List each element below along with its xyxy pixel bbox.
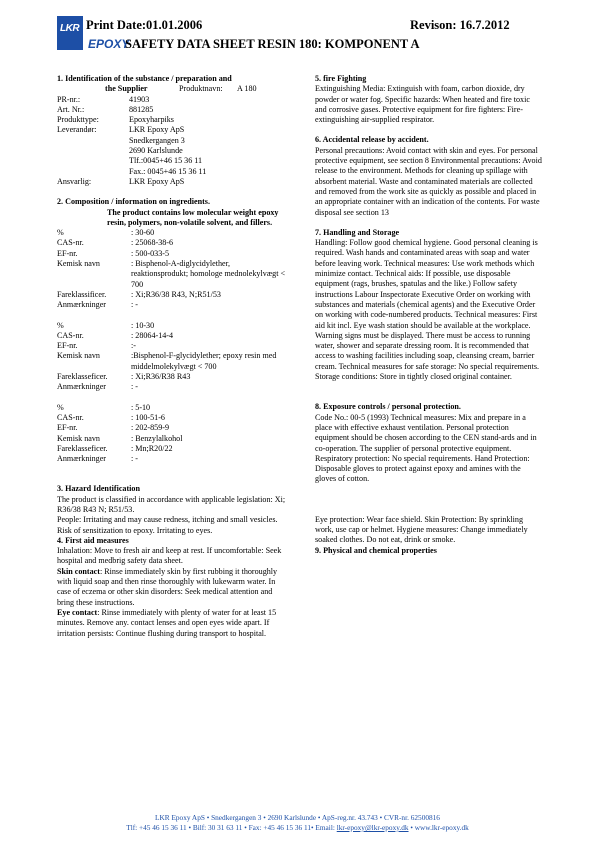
ingredient-row: % : 10-30 [57, 320, 155, 330]
lkr-logo: LKR [57, 16, 83, 50]
s6-heading: 6. Accidental release by accident. [315, 135, 429, 145]
ingredient-row: CAS-nr. : 25068-38-6 [57, 238, 174, 248]
ingredient-row: Anmærkninger : - [57, 382, 138, 392]
s2-subheading: The product contains low molecular weight epoxy resin, polymers, non-volatile solvent, and fillers. [107, 207, 279, 227]
ingredient-group [57, 228, 289, 310]
ingredient-row: EF-nr. : 500-033-5 [57, 248, 169, 258]
s3-heading: 3. Hazard Identification [57, 484, 140, 494]
s1-row: Leverandør: LKR Epoxy ApS [57, 125, 185, 135]
s1-row: Snedkergangen 3 [129, 135, 185, 145]
ingredient-group [57, 403, 289, 465]
ingredient-row: % : 5-10 [57, 402, 151, 412]
footer-contact: Tlf: +45 46 15 36 11 • Bilf: 30 31 63 11 • Fax: +45 46 15 36 11• Email: lkr-epoxy@lkr-epoxy.dk • www.lkr-epoxy.dk [126, 823, 469, 832]
ingredient-row: Fareklassificer. : Xi;R36/38 R43, N;R51/53 [57, 289, 221, 299]
ingredient-row: Fareklasseficer. : Xi;R36/R38 R43 [57, 372, 191, 382]
s7-heading: 7. Handling and Storage [315, 227, 400, 237]
ingredient-row: Anmærkninger : - [57, 300, 138, 310]
ingredient-row: Kemisk navn :Bisphenol-F-glycidylether; epoxy resin med middelmolekylvægt < 700 [57, 351, 277, 371]
ingredient-row: EF-nr. : 202-859-9 [57, 423, 169, 433]
ingredient-row: Kemisk navn : Bisphenol-A-diglycidylether, reaktionsprodukt; homologe mednolekylvægt < 700 [57, 259, 286, 289]
s3-text2: People: Irritating and may cause redness, itching and small vesicles. Risk of sensitization to epoxy. Irritating to eyes. [57, 515, 278, 535]
s1-heading: 1. Identification of the substance / preparation and [57, 74, 232, 83]
print-date: Print Date:01.01.2006 [86, 18, 203, 32]
footer-email-link[interactable]: lkr-epoxy@lkr-epoxy.dk [336, 823, 409, 832]
ingredient-row: CAS-nr. : 100-51-6 [57, 412, 165, 422]
s6-text: Personal precautions: Avoid contact with skin and eyes. For personal protective equipment, see section 8 Environmental precautions: Avoid release to the environment. Methods for cleaning up spillage with absorbent material. Waste and contaminated materials are collected and removed from the work site as quickly as possible and placed in an appropriate container with an indication of the contents. For waste disposal see section 13 [315, 145, 542, 217]
page-title: SAFETY DATA SHEET RESIN 180: KOMPONENT A [125, 37, 420, 51]
s1-row: Ansvarlig: LKR Epoxy ApS [57, 176, 185, 186]
ingredient-row: Anmærkninger : - [57, 454, 138, 464]
s7-text: Handling: Follow good chemical hygiene. Good personal cleaning is required. Wash hands and contaminated areas with soap and water before leaving work. Technical measures: Use work methods which minimize contact. Technical aids: If possible, use disposable equipment (rags, brushes, spatulas and the like.) Follow safety instructions Labour Inspectorate Executive Order on working with substances and materials (chemical agents) and the Executive Order on working with code-numbered products. Technical measures: First aid kit incl. Eye wash station should be available at the workplace. Warning signs must be displayed. There must be access to running water, shower and separate dressing room. It is recommended that access to washing facilities including soap, cleansing cream, barrier cream. Technical measures for safe storage: No special requirements. Storage conditions: Store in tightly closed original container. [315, 238, 540, 382]
ingredient-row: EF-nr. :- [57, 341, 136, 351]
s9-heading: 9. Physical and chemical properties [315, 545, 437, 555]
footer-address: LKR Epoxy ApS • Snedkergangen 3 • 2690 Karlslunde • ApS-reg.nr. 43.743 • CVR-nr. 62500816 [155, 813, 440, 822]
ingredient-row: Kemisk navn : Benzylalkohol [57, 433, 183, 443]
left-column [57, 74, 289, 639]
s1-row: PR-nr.: 41903 [57, 94, 150, 104]
s1-row: Fax.: 0045+46 15 36 11 [129, 166, 207, 176]
right-column [315, 74, 543, 556]
s4-heading: 4. First aid measures [57, 535, 129, 545]
ingredient-row: CAS-nr. : 28064-14-4 [57, 330, 174, 340]
s1-row: 2690 Karlslunde [129, 146, 183, 156]
ingredient-group [57, 321, 289, 393]
s3-text: The product is classified in accordance with applicable legislation: Xi; R36/38 R43 N; R51/53. [57, 494, 286, 514]
s5-text: Extinguishing Media: Extinguish with foam, carbon dioxide, dry powder or water fog. Specific hazards: When heated and fire toxic and corrosive gases. Protective equipment for fire fighters: Fire-extinguishing air-supplied respirator. [315, 84, 530, 125]
brand-name: EPOXY [88, 37, 130, 51]
footer [40, 813, 555, 833]
s4-skin: Skin contact: Rinse immediately skin by first rubbing it thoroughly with liquid soap and then rinse thoroughly with lukewarm water. In case of eczema or other skin disorders: Seek medical attention and bring these instructions. [57, 566, 278, 607]
s2-groups [57, 228, 289, 464]
s8-heading: 8. Exposure controls / personal protection. [315, 402, 461, 412]
s8-text: Code No.: 00-5 (1993) Technical measures: Mix and prepare in a place with effective exhaust ventilation. Personal protection equipment should be chosen according to the CEN stand-ards and in co-operation. The supplier of personal protective equipment. Respiratory protection: No special requirements. Hand Protection: Disposable gloves to protect against epoxy and amines with the gloves of cotton. [315, 412, 537, 484]
s4-eye: Eye contact: Rinse immediately with plenty of water for at least 15 minutes. Remove any. contact lenses and open eyes wide apart. If irritation persists: Continue flushing during transport to hospital. [57, 607, 277, 638]
s8-text2: Eye protection: Wear face shield. Skin Protection: By sprinkling work, use cap or helmet. Hygiene measures: Change immediately soaked clothes. Do not eat, drink or smoke. [315, 514, 528, 545]
s4-inhalation: Inhalation: Move to fresh air and keep at rest. If uncomfortable: Seek hospital and medbrig safety data sheet. [57, 546, 282, 566]
revision: Revison: 16.7.2012 [410, 18, 510, 32]
s5-heading: 5. fire Fighting [315, 74, 367, 83]
s2-heading: 2. Composition / information on ingredients. [57, 197, 210, 207]
s1-row: Produkttype: Epoxyharpiks [57, 115, 174, 125]
s1-row: Tlf.:0045+46 15 36 11 [129, 156, 203, 166]
s1-row: the Supplier Produktnavn: A 180 [105, 84, 257, 94]
s1-row: Art. Nr.: 881285 [57, 104, 154, 114]
ingredient-row: % : 30-60 [57, 228, 155, 238]
s1-rows [57, 95, 289, 188]
ingredient-row: Fareklasseficer. : Mn;R20/22 [57, 443, 173, 453]
